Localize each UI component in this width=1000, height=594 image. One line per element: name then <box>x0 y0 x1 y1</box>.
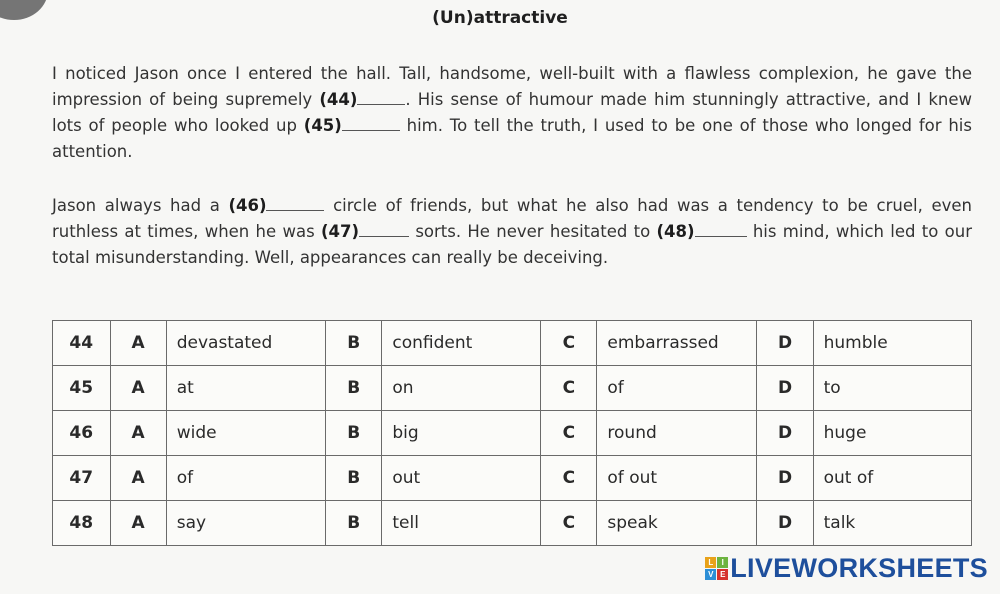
option-a[interactable]: devastated <box>166 321 325 366</box>
gap-44-blank[interactable] <box>357 90 405 105</box>
option-c[interactable]: of out <box>597 456 757 501</box>
logo-text: LIVEWORKSHEETS <box>730 553 988 583</box>
paragraph-1-text-1: I noticed Jason once I entered the hall. Tall, handsome, well-built with a flawless complexion, he gave the impression of being supremely <box>52 64 972 109</box>
option-d[interactable]: out of <box>813 456 971 501</box>
gap-47-blank[interactable] <box>359 222 409 237</box>
table-row <box>53 411 972 456</box>
table-row <box>53 321 972 366</box>
paragraph-1-text-3: him. To tell the truth, I used to be one of those who longed for his attention. <box>52 116 972 161</box>
option-a[interactable]: of <box>166 456 325 501</box>
gap-48-blank[interactable] <box>695 222 747 237</box>
question-number: 46 <box>53 411 111 456</box>
logo-mark-letter: E <box>717 569 728 580</box>
option-c[interactable]: of <box>597 366 757 411</box>
option-letter-c: C <box>541 501 597 546</box>
option-d[interactable]: humble <box>813 321 971 366</box>
option-b[interactable]: big <box>382 411 541 456</box>
option-b[interactable]: tell <box>382 501 541 546</box>
paragraph-2-text-1: Jason always had a <box>52 196 229 215</box>
gap-number-48: (48) <box>656 222 695 241</box>
option-d[interactable]: talk <box>813 501 971 546</box>
option-c[interactable]: round <box>597 411 757 456</box>
table-row <box>53 366 972 411</box>
logo-mark-letter: V <box>705 569 716 580</box>
gap-number-46: (46) <box>228 196 267 215</box>
option-c[interactable]: embarrassed <box>597 321 757 366</box>
option-letter-a: A <box>110 411 166 456</box>
liveworksheets-logo[interactable] <box>705 553 988 584</box>
option-b[interactable]: out <box>382 456 541 501</box>
gap-46-blank[interactable] <box>266 196 324 211</box>
option-b[interactable]: on <box>382 366 541 411</box>
paragraph-2 <box>52 193 972 271</box>
table-row <box>53 456 972 501</box>
option-letter-c: C <box>541 321 597 366</box>
question-number: 48 <box>53 501 111 546</box>
option-c[interactable]: speak <box>597 501 757 546</box>
option-letter-d: D <box>757 321 813 366</box>
paragraph-2-text-3: sorts. He never hesitated to <box>409 222 657 241</box>
option-letter-d: D <box>757 411 813 456</box>
option-letter-a: A <box>110 366 166 411</box>
logo-mark-letter: L <box>705 557 716 568</box>
paragraph-1 <box>52 61 972 165</box>
gap-number-45: (45) <box>303 116 342 135</box>
paragraph-1-text-2: . His sense of humour made him stunningly attractive, and I knew lots of people who looked up <box>52 90 972 135</box>
question-number: 45 <box>53 366 111 411</box>
question-number: 44 <box>53 321 111 366</box>
option-letter-d: D <box>757 456 813 501</box>
option-letter-c: C <box>541 456 597 501</box>
option-d[interactable]: to <box>813 366 971 411</box>
option-a[interactable]: say <box>166 501 325 546</box>
paragraph-2-text-2: circle of friends, but what he also had was a tendency to be cruel, even ruthless at times, when he was <box>52 196 972 241</box>
table-row <box>53 501 972 546</box>
option-letter-b: B <box>326 501 382 546</box>
option-letter-b: B <box>326 411 382 456</box>
option-letter-c: C <box>541 411 597 456</box>
paragraph-2-text-4: his mind, which led to our total misunderstanding. Well, appearances can really be deceiving. <box>52 222 972 267</box>
option-letter-b: B <box>326 456 382 501</box>
logo-mark-icon <box>705 557 728 580</box>
worksheet-title: (Un)attractive <box>432 8 568 28</box>
option-letter-a: A <box>110 501 166 546</box>
option-letter-d: D <box>757 501 813 546</box>
gap-number-47: (47) <box>320 222 360 241</box>
gap-number-44: (44) <box>319 90 358 109</box>
gap-45-blank[interactable] <box>342 116 400 131</box>
option-letter-b: B <box>326 366 382 411</box>
option-a[interactable]: wide <box>166 411 325 456</box>
option-a[interactable]: at <box>166 366 325 411</box>
option-letter-a: A <box>110 456 166 501</box>
answer-options-table <box>52 320 972 546</box>
option-b[interactable]: confident <box>382 321 541 366</box>
option-letter-c: C <box>541 366 597 411</box>
option-letter-d: D <box>757 366 813 411</box>
option-d[interactable]: huge <box>813 411 971 456</box>
option-letter-b: B <box>326 321 382 366</box>
logo-mark-letter: I <box>717 557 728 568</box>
option-letter-a: A <box>110 321 166 366</box>
question-number: 47 <box>53 456 111 501</box>
